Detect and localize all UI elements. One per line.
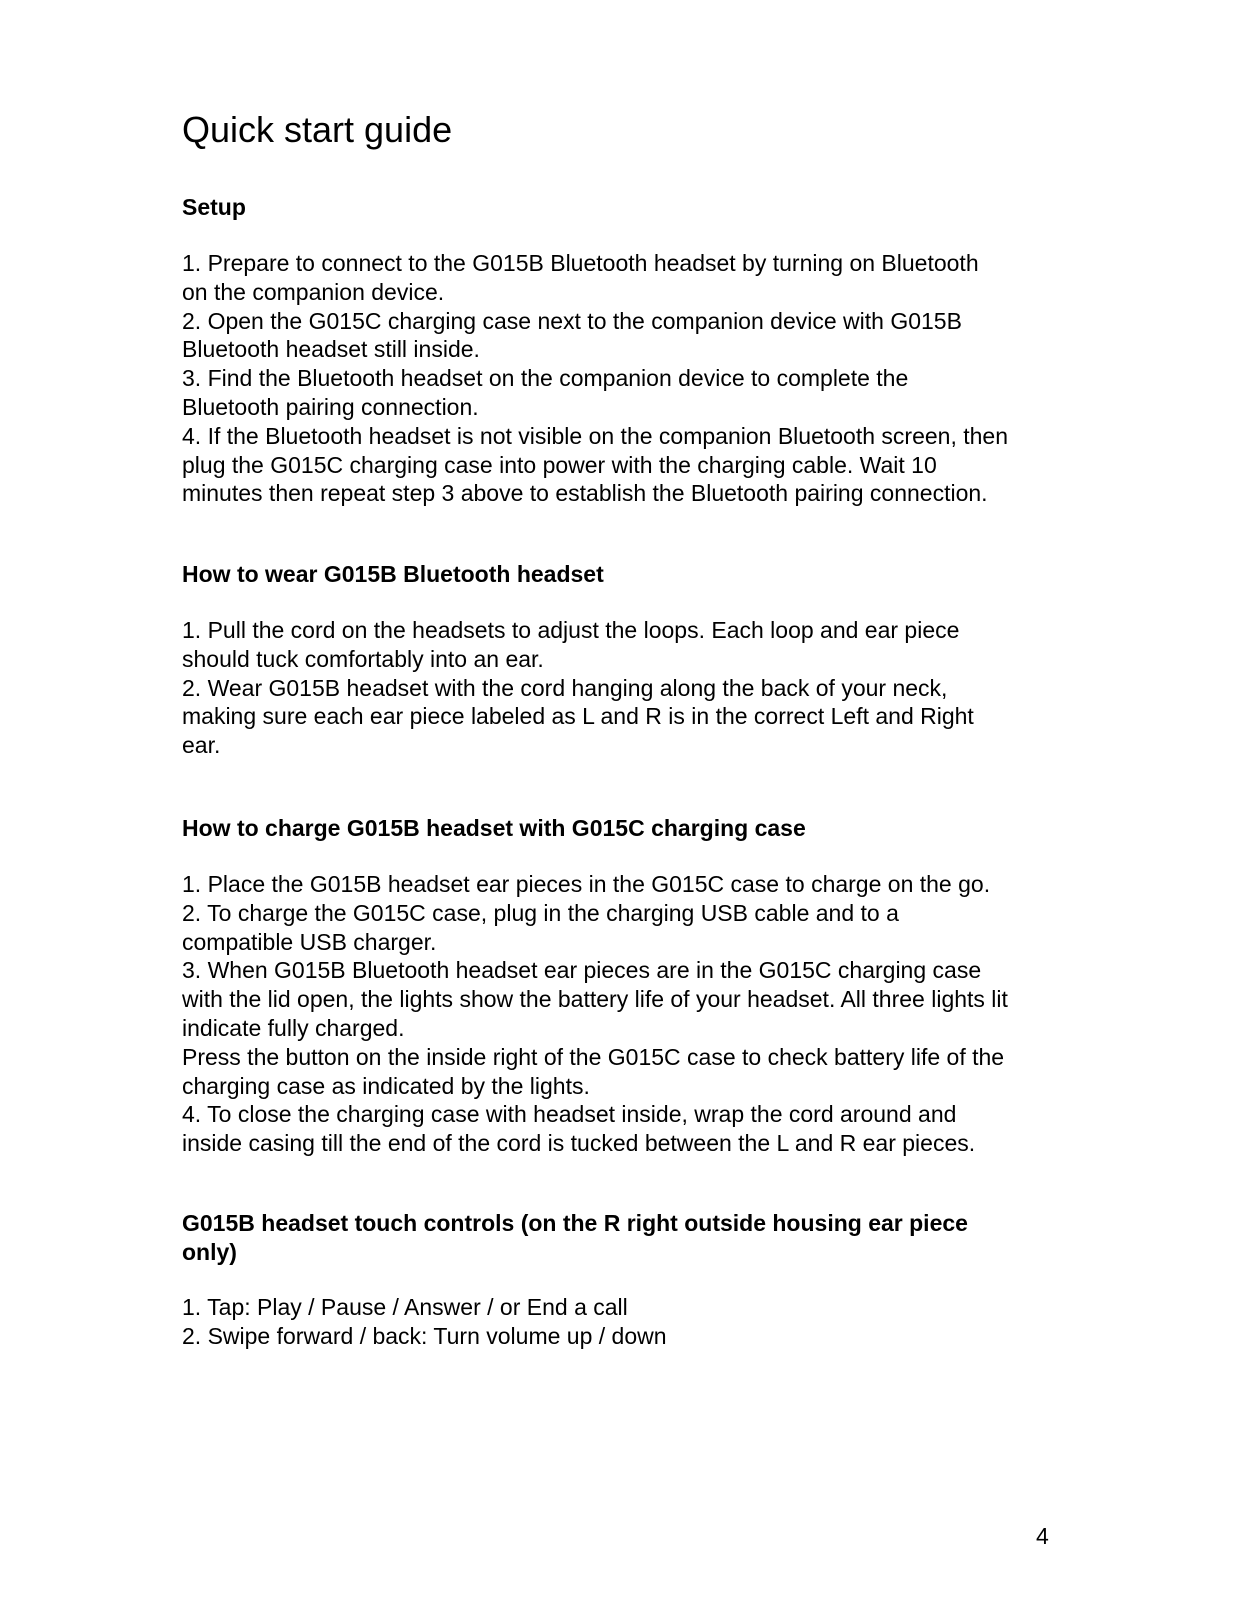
section-heading-touch-controls (182, 1209, 1062, 1267)
text-line: Bluetooth headset still inside. (182, 336, 480, 363)
section-heading-wear: How to wear G015B Bluetooth headset (182, 561, 604, 587)
text-line: plug the G015C charging case into power with the charging cable. Wait 10 (182, 451, 937, 478)
text-line: Bluetooth pairing connection. (182, 393, 479, 420)
text-line: 1. Place the G015B headset ear pieces in the G015C case to charge on the go. (182, 871, 991, 897)
text-line: 4. To close the charging case with headset inside, wrap the cord around and (182, 1101, 957, 1128)
text-line: ear. (182, 732, 221, 759)
text-line: 3. When G015B Bluetooth headset ear pieces are in the G015C charging case (182, 957, 982, 984)
section-body-wear (182, 616, 974, 760)
section-heading-charge: How to charge G015B headset with G015C charging case (182, 815, 806, 841)
text-line: making sure each ear piece labeled as L and R is in the correct Left and Right (182, 703, 974, 730)
section-body-touch-controls (182, 1293, 667, 1351)
section-body-setup (182, 249, 1008, 508)
text-line: 3. Find the Bluetooth headset on the companion device to complete the (182, 365, 909, 392)
page-number: 4 (1036, 1523, 1049, 1549)
text-line: 4. If the Bluetooth headset is not visible on the companion Bluetooth screen, then (182, 422, 1008, 449)
text-line: minutes then repeat step 3 above to establish the Bluetooth pairing connection. (182, 480, 988, 507)
text-line: 2. Wear G015B headset with the cord hanging along the back of your neck, (182, 674, 948, 701)
heading-line: G015B headset touch controls (on the R right outside housing ear piece (182, 1210, 968, 1236)
text-line: 2. To charge the G015C case, plug in the charging USB cable and to a (182, 899, 899, 926)
heading-line: only) (182, 1239, 237, 1265)
text-line: charging case as indicated by the lights. (182, 1072, 590, 1099)
text-line: 2. Swipe forward / back: Turn volume up / down (182, 1322, 667, 1349)
page-title: Quick start guide (182, 109, 453, 150)
text-line: 1. Tap: Play / Pause / Answer / or End a call (182, 1294, 628, 1320)
text-line: 1. Pull the cord on the headsets to adjust the loops. Each loop and ear piece (182, 617, 960, 643)
text-line: on the companion device. (182, 278, 445, 305)
section-heading-setup: Setup (182, 194, 246, 220)
section-body-charge (182, 870, 1008, 1158)
text-line: with the lid open, the lights show the battery life of your headset. All three lights lit (182, 986, 1008, 1013)
text-line: should tuck comfortably into an ear. (182, 645, 544, 672)
text-line: indicate fully charged. (182, 1014, 405, 1041)
text-line: compatible USB charger. (182, 928, 437, 955)
text-line: 1. Prepare to connect to the G015B Bluetooth headset by turning on Bluetooth (182, 250, 979, 276)
text-line: 2. Open the G015C charging case next to the companion device with G015B (182, 307, 962, 334)
text-line: Press the button on the inside right of the G015C case to check battery life of the (182, 1043, 1005, 1070)
text-line: inside casing till the end of the cord is tucked between the L and R ear pieces. (182, 1130, 976, 1157)
